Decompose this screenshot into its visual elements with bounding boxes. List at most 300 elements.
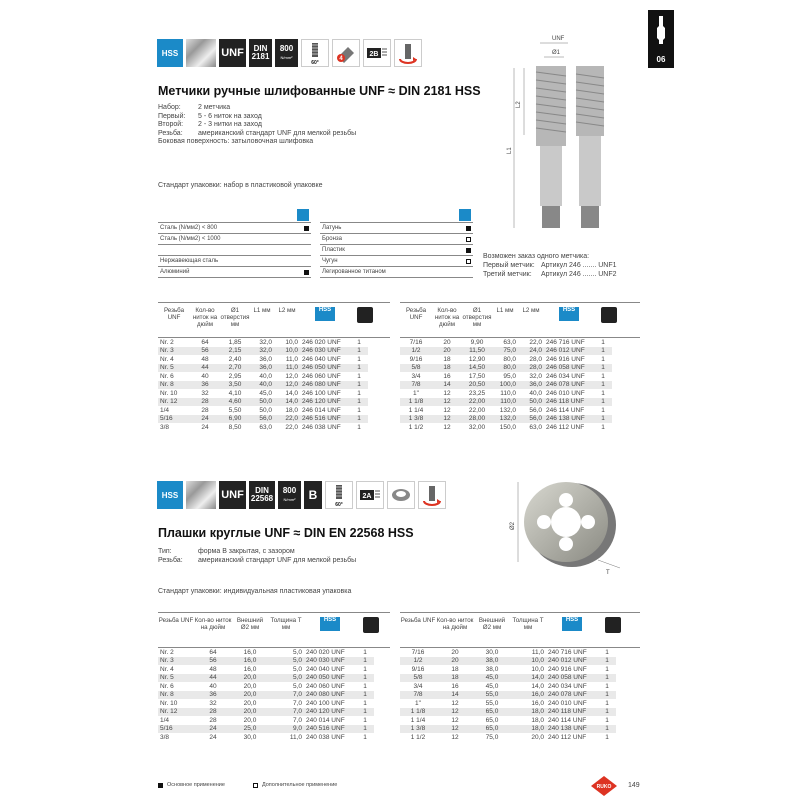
tap-icon	[648, 10, 674, 50]
table-cell: 18	[436, 674, 474, 683]
table-cell: 1	[601, 423, 605, 431]
chapter-tab	[648, 10, 674, 68]
table-cell: Nr. 10	[160, 389, 178, 397]
table-cell: 1"	[413, 389, 419, 397]
table-row	[158, 716, 374, 725]
table-cell: 1	[598, 708, 616, 717]
table-cell: 5,0	[292, 665, 302, 673]
hss-column-icon: HSS	[559, 307, 579, 321]
page-number: 149	[628, 782, 640, 789]
rotation-icon	[394, 39, 422, 67]
table-cell: 16,0	[232, 657, 268, 666]
table-cell: 132,0	[499, 406, 516, 414]
table-cell: 1	[605, 682, 609, 690]
table-cell: 17,50	[468, 372, 486, 380]
table-row	[158, 406, 368, 415]
table-cell: 3,50	[220, 381, 250, 390]
table-cell: 1	[357, 406, 361, 414]
table-cell: 75,0	[485, 733, 499, 741]
table-cell: 246 080 UNF	[300, 381, 350, 390]
table-cell: 1	[605, 733, 609, 741]
table-cell: 1/2	[400, 657, 436, 666]
table-cell: Nr. 4	[160, 665, 174, 673]
svg-text:T: T	[606, 570, 610, 576]
table-cell: 1	[357, 372, 361, 380]
table-cell: 1	[356, 657, 374, 666]
table-cell: 11,0	[531, 648, 544, 656]
table-cell: 45,0	[485, 682, 499, 690]
table-cell: 1 1/4	[410, 716, 426, 724]
table-cell: 10,0	[285, 338, 298, 346]
spec-row: Резьба: американский стандарт UNF для мелкой резьбы	[158, 129, 357, 137]
table-cell: 1/2	[400, 347, 432, 356]
table-cell: 14,0	[285, 389, 298, 397]
table-cell: 7/8	[400, 381, 432, 390]
materials-right	[320, 208, 473, 278]
tolerance-class-icon	[363, 39, 391, 67]
hss-column-icon: HSS	[320, 617, 340, 631]
svg-text:Ø1: Ø1	[552, 50, 561, 56]
table-cell: 7,0	[292, 716, 302, 724]
table-cell: 1	[350, 381, 368, 390]
table-cell: 12	[451, 716, 459, 724]
table-cell: 28	[209, 716, 217, 724]
table-cell: 240 100 UNF	[306, 699, 345, 707]
table-cell: 20,0	[232, 691, 268, 700]
table-cell: 20,50	[462, 381, 492, 390]
table-cell: 64	[201, 338, 209, 346]
table-cell: Nr. 2	[160, 648, 174, 656]
table-cell: 8,50	[228, 423, 242, 431]
table-cell: 56	[190, 347, 220, 356]
table-row	[400, 398, 612, 407]
table-cell: 100,0	[492, 381, 518, 390]
main-use-square	[158, 783, 163, 788]
svg-text:UNF: UNF	[552, 36, 565, 42]
table-cell: 36	[190, 381, 220, 390]
table-cell: 40,0	[529, 389, 542, 397]
table-cell: 6,90	[220, 415, 250, 424]
hss-column-icon: HSS	[315, 307, 335, 321]
table-cell: 28,0	[529, 355, 542, 363]
hss-mini-icon	[459, 209, 471, 221]
table-cell: 16	[451, 682, 459, 690]
table-cell: 1	[357, 389, 361, 397]
table-cell: 14	[436, 691, 474, 700]
table-cell: 7,0	[268, 691, 304, 700]
section2-title: Плашки круглые UNF ≈ DIN EN 22568 HSS	[158, 526, 414, 540]
table-cell: Nr. 5	[158, 364, 190, 373]
table-cell: 12,0	[274, 381, 300, 390]
table-cell: 1	[594, 415, 612, 424]
metal-icon	[186, 39, 216, 67]
table-cell: 20,0	[232, 674, 268, 683]
table-row	[158, 733, 374, 742]
table-row	[400, 682, 616, 691]
table-cell: 1	[363, 682, 367, 690]
table-cell: 44	[190, 364, 220, 373]
table-cell: 12	[432, 398, 462, 407]
table-cell: 14,0	[274, 398, 300, 407]
table-cell: 246 020 UNF	[302, 338, 341, 346]
table-cell: 63,0	[503, 338, 516, 346]
table-cell: Nr. 12	[158, 398, 190, 407]
table-cell: 240 120 UNF	[304, 708, 356, 717]
svg-text:Ø2: Ø2	[510, 521, 516, 530]
table-cell: 16	[443, 372, 451, 380]
table-cell: 246 058 UNF	[544, 364, 594, 373]
table-cell: 240 078 UNF	[546, 691, 598, 700]
table-cell: 63,0	[529, 423, 542, 431]
table-cell: 24	[201, 423, 209, 431]
table-cell: 1 1/2	[410, 733, 426, 741]
table-cell: 18,0	[510, 725, 546, 734]
hss-badge: HSS	[157, 481, 183, 509]
table-cell: 12,90	[468, 355, 486, 363]
table-cell: 36,0	[518, 381, 544, 390]
table-row	[400, 725, 616, 734]
table-cell: 240 516 UNF	[304, 725, 356, 734]
table-row	[158, 415, 368, 424]
table-cell: 50,0	[259, 406, 272, 414]
table-cell: 32,0	[250, 347, 274, 356]
legend-main: Основное применение	[167, 782, 225, 788]
table-cell: 3/4	[413, 682, 423, 690]
table-cell: 38,0	[485, 665, 499, 673]
table-cell: 5,0	[268, 657, 304, 666]
table-cell: 40	[201, 372, 209, 380]
table-cell: 3/8	[160, 733, 170, 741]
table-cell: 50,0	[518, 398, 544, 407]
materials-left	[158, 208, 311, 278]
unf-badge: UNF	[219, 481, 246, 509]
table-cell: 1 1/4	[408, 406, 424, 414]
table-cell: Nr. 5	[158, 674, 194, 683]
table-cell: 12	[451, 699, 459, 707]
table-cell: 32	[209, 699, 217, 707]
table-cell: 1	[598, 674, 616, 683]
table-cell: 20	[451, 648, 459, 656]
table-cell: 1	[363, 665, 367, 673]
table-cell: Nr. 6	[160, 372, 174, 380]
table-cell: 5,0	[292, 648, 302, 656]
tolerance-class-icon	[356, 481, 384, 509]
table-cell: 240 118 UNF	[546, 708, 598, 717]
spec-row: Резьба: американский стандарт UNF для мелкой резьбы	[158, 556, 357, 564]
extra-use-square	[253, 783, 258, 788]
table-cell: 10,0	[510, 657, 546, 666]
unf-badge: UNF	[219, 39, 246, 67]
thread-angle-icon	[325, 481, 353, 509]
table-cell: 246 050 UNF	[300, 364, 350, 373]
material-row: Сталь (N/мм2) < 1000	[158, 234, 311, 245]
table-cell: 246 078 UNF	[544, 381, 594, 390]
table-cell: 12	[432, 415, 462, 424]
table-cell: 32	[201, 389, 209, 397]
table-row	[400, 674, 616, 683]
table-cell: 30,0	[243, 733, 257, 741]
table-cell: 36	[194, 691, 232, 700]
data-table	[400, 648, 616, 742]
table-cell: 55,0	[474, 691, 510, 700]
table-cell: 246 100 UNF	[302, 389, 341, 397]
thread-angle-icon	[301, 39, 329, 67]
svg-text:60°: 60°	[311, 60, 319, 66]
table-cell: 11,50	[462, 347, 492, 356]
table-cell: 1	[601, 355, 605, 363]
table-cell: Nr. 4	[160, 355, 174, 363]
order-note: Возможен заказ одного метчика: Первый метчик: Артикул 246 ....... UNF1 Третий метчик: Артикул 246 ....... UNF2	[483, 253, 617, 278]
table-cell: 32,00	[468, 423, 486, 431]
table-cell: 240 020 UNF	[306, 648, 345, 656]
table-cell: 1	[594, 347, 612, 356]
table-cell: 28,00	[462, 415, 492, 424]
die-icon	[387, 481, 415, 509]
section1-specs	[158, 104, 478, 147]
table-cell: 1	[598, 657, 616, 666]
data-table	[400, 338, 612, 432]
table-cell: 20,0	[243, 699, 257, 707]
table-cell: 1"	[415, 699, 421, 707]
table-cell: 5,0	[268, 674, 304, 683]
table-cell: 30,0	[485, 648, 499, 656]
table-row	[158, 674, 374, 683]
table-cell: 16,0	[531, 699, 544, 707]
table-row	[400, 691, 616, 700]
table-cell: 1	[356, 691, 374, 700]
table-row	[400, 415, 612, 424]
package-icon	[363, 617, 379, 633]
table-cell: 32,0	[529, 372, 542, 380]
table-cell: 1	[594, 381, 612, 390]
table-cell: 246 120 UNF	[300, 398, 350, 407]
table-cell: 11,0	[285, 355, 298, 363]
table-cell: 240 114 UNF	[548, 716, 587, 724]
table-row	[400, 665, 616, 674]
table-cell: 12	[436, 725, 474, 734]
table-cell: 25,0	[232, 725, 268, 734]
table-cell: 22,00	[468, 406, 486, 414]
table-cell: 65,0	[485, 716, 499, 724]
table-cell: 20	[432, 347, 462, 356]
table-cell: 240 058 UNF	[546, 674, 598, 683]
table-cell: 16,0	[510, 691, 546, 700]
table-cell: 3/4	[411, 372, 421, 380]
table-cell: 16,0	[243, 665, 257, 673]
chapter-number: 06	[656, 55, 666, 64]
table-cell: 20,0	[243, 716, 257, 724]
table-row	[158, 657, 374, 666]
table-cell: 18,0	[531, 716, 544, 724]
table-cell: 246 716 UNF	[546, 338, 585, 346]
section2-packaging: Стандарт упаковки: индивидуальная пластиковая упаковка	[158, 588, 352, 595]
table-cell: 240 080 UNF	[304, 691, 356, 700]
table-cell: 240 716 UNF	[548, 648, 587, 656]
table-cell: 2,15	[220, 347, 250, 356]
table-cell: 246 030 UNF	[300, 347, 350, 356]
table-cell: 1	[601, 372, 605, 380]
table-cell: 246 114 UNF	[546, 406, 585, 414]
table-cell: 14,50	[462, 364, 492, 373]
table-cell: 14,0	[510, 674, 546, 683]
section1-icon-bar	[157, 39, 422, 67]
table-cell: 20,0	[232, 708, 268, 717]
table-cell: 5/8	[400, 674, 436, 683]
table-cell: 240 050 UNF	[304, 674, 356, 683]
material-row: Алюминий	[158, 267, 311, 278]
table-cell: 1 3/8	[400, 415, 432, 424]
table-cell: 10,0	[531, 665, 544, 673]
table-row	[158, 708, 374, 717]
table-cell: 1 1/2	[408, 423, 424, 431]
section2-icon-bar	[157, 481, 446, 509]
table-row	[158, 364, 368, 373]
table-cell: Nr. 3	[158, 347, 190, 356]
table-cell: 1,85	[228, 338, 242, 346]
table-cell: 36,0	[259, 355, 272, 363]
material-row: Чугун	[320, 256, 473, 267]
hss-mini-icon	[297, 209, 309, 221]
table-cell: Nr. 10	[160, 699, 178, 707]
table-cell: 246 118 UNF	[544, 398, 594, 407]
table-cell: 1	[363, 716, 367, 724]
table-cell: Nr. 3	[158, 657, 194, 666]
table-cell: Nr. 8	[158, 381, 190, 390]
table-row	[158, 682, 374, 691]
table-cell: 240 060 UNF	[306, 682, 345, 690]
table-row	[400, 406, 612, 415]
table-cell: 240 040 UNF	[306, 665, 345, 673]
table-cell: 7,0	[268, 708, 304, 717]
legend-extra: Дополнительное применение	[261, 782, 338, 788]
table-cell: 2,95	[228, 372, 242, 380]
table-cell: 246 112 UNF	[546, 423, 585, 431]
form-b-badge: B	[304, 481, 322, 509]
strength-badge: 800 N/mm²	[275, 39, 298, 67]
spec-row: Набор: 2 метчика	[158, 104, 231, 111]
table-row	[158, 372, 368, 381]
table-cell: 65,0	[474, 708, 510, 717]
table-cell: 1	[594, 398, 612, 407]
table-row	[400, 733, 616, 742]
table-cell: 14	[432, 381, 462, 390]
table-cell: 2,40	[228, 355, 242, 363]
table-cell: 48	[209, 665, 217, 673]
table-row	[400, 657, 616, 666]
table-cell: 63,0	[259, 423, 272, 431]
dies-table-right: Резьба UNF Кол-во ниток на дюйм Внешний Ø2 мм Толщина T мм HSS 7/16 20 30,0 11,0 240 716 UNF 1 1/2 20 38,0 10,0 240 012 UNF 1 9/16 18 38,0 10,0 240 916 UNF 1 5/8 18 45,0 14,0 240 058 UNF 1 3/4 16 45,0 14,0 240 034 UNF 1 7/8 14 55,0 16,0 240 078 UNF 1 1" 12 55,0 16,0 240 010 UNF 1 1 1/8 12 65,0 18,0 240 118 UNF 1 1 1/4 12 65,0 18,0 240 114 UNF 1 1 3/8 12 65,0 18,0 240 138 UNF 1 1 1/2 12 75,0 20,0 240 112 UNF 1	[400, 612, 640, 742]
table-cell: 246 010 UNF	[546, 389, 585, 397]
tap-drawing	[508, 30, 628, 235]
table-cell: 246 012 UNF	[544, 347, 594, 356]
table-cell: 22,0	[529, 338, 542, 346]
table-cell: 240 038 UNF	[306, 733, 345, 741]
table-row	[158, 338, 368, 347]
table-cell: 9,90	[470, 338, 484, 346]
table-cell: 36,0	[250, 364, 274, 373]
table-cell: 40	[209, 682, 217, 690]
table-cell: 20,0	[531, 733, 544, 741]
spec-row: Второй: 2 - 3 нитки на заход	[158, 121, 262, 128]
table-cell: 1 1/8	[400, 708, 436, 717]
table-cell: 1/4	[160, 406, 170, 414]
material-row: Нержавеющая сталь	[158, 256, 311, 267]
table-cell: 45,0	[474, 674, 510, 683]
table-cell: 1	[594, 364, 612, 373]
table-cell: 28	[190, 398, 220, 407]
dies-table-left: Резьба UNF Кол-во ниток на дюйм Внешний Ø2 мм Толщина T мм HSS Nr. 2 64 16,0 5,0 240 020 UNF 1 Nr. 3 56 16,0 5,0 240 030 UNF 1 Nr. 4 48 16,0 5,0 240 040 UNF 1 Nr. 5 44 20,0 5,0 240 050 UNF 1 Nr. 6 40 20,0 5,0 240 060 UNF 1 Nr. 8 36 20,0 7,0 240 080 UNF 1 Nr. 10 32 20,0 7,0 240 100 UNF 1 Nr. 12 28 20,0 7,0 240 120 UNF 1 1/4 28 20,0 7,0 240 014 UNF 1 5/16 24 25,0 9,0 240 516 UNF 1 3/8 24 30,0 11,0 240 038 UNF 1	[158, 612, 390, 742]
table-cell: 7/8	[400, 691, 436, 700]
table-cell: 24	[190, 415, 220, 424]
table-cell: 55,0	[485, 699, 499, 707]
table-cell: 110,0	[500, 389, 516, 397]
table-cell: 48	[201, 355, 209, 363]
table-cell: 1	[601, 389, 605, 397]
table-cell: 1 3/8	[400, 725, 436, 734]
table-cell: 5,50	[228, 406, 242, 414]
table-cell: 1	[357, 423, 361, 431]
chamfer-count-icon	[332, 39, 360, 67]
table-cell: 9/16	[411, 665, 425, 673]
table-cell: 240 916 UNF	[548, 665, 587, 673]
table-cell: 56,0	[529, 406, 542, 414]
table-cell: 1	[356, 725, 374, 734]
table-cell: 1	[350, 347, 368, 356]
table-row	[158, 381, 368, 390]
table-cell: 5,0	[292, 682, 302, 690]
table-cell: 240 034 UNF	[548, 682, 587, 690]
table-cell: 1	[350, 398, 368, 407]
table-cell: 240 010 UNF	[548, 699, 587, 707]
table-cell: 56	[194, 657, 232, 666]
table-cell: 12	[451, 733, 459, 741]
table-cell: 12	[436, 708, 474, 717]
table-cell: 3/8	[160, 423, 170, 431]
material-row: Латунь	[320, 223, 473, 234]
table-cell: Nr. 2	[160, 338, 174, 346]
table-cell: 80,0	[503, 355, 516, 363]
table-cell: 1	[605, 648, 609, 656]
table-row	[400, 338, 612, 347]
table-cell: 18	[443, 355, 451, 363]
table-row	[158, 648, 374, 657]
package-icon	[601, 307, 617, 323]
table-row	[158, 699, 374, 708]
table-cell: 1	[605, 665, 609, 673]
table-cell: 50,0	[250, 398, 274, 407]
table-cell: Nr. 12	[158, 708, 194, 717]
table-cell: 1	[356, 674, 374, 683]
table-cell: 20	[443, 338, 451, 346]
table-cell: 1	[605, 699, 609, 707]
table-cell: 14,0	[531, 682, 544, 690]
table-cell: 1	[357, 355, 361, 363]
table-cell: 11,0	[289, 733, 302, 741]
table-cell: 40,0	[250, 381, 274, 390]
spec-row: Тип: форма B закрытая, с зазором	[158, 548, 295, 555]
table-cell: 1	[350, 415, 368, 424]
table-row	[400, 381, 612, 390]
table-cell: 132,0	[492, 415, 518, 424]
svg-text:2B: 2B	[369, 51, 379, 58]
table-cell: 110,0	[492, 398, 518, 407]
table-cell: 12	[443, 406, 451, 414]
material-row	[158, 245, 311, 256]
table-cell: Nr. 6	[160, 682, 174, 690]
table-cell: 9,0	[268, 725, 304, 734]
rotation-icon	[418, 481, 446, 509]
material-row: Легированное титаном	[320, 267, 473, 278]
